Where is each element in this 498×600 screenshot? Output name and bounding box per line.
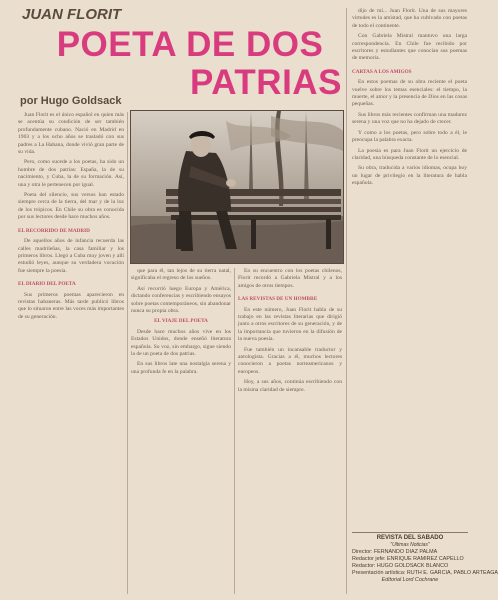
poet-on-bench-image <box>131 111 343 263</box>
masthead-credits <box>352 532 498 593</box>
paragraph: Hoy, a sus años, continúa escribiendo con la misma claridad de siempre. <box>238 379 342 393</box>
paragraph: Y como a los poetas, pero sobre todo a él, le preocupa la palabra exacta. <box>352 129 467 144</box>
paragraph: En su encuentro con los poetas chilenos, Florit recordó a Gabriela Mistral y a los amigos de otros tiempos. <box>238 268 342 289</box>
paragraph: Juan Florit es el único español en quien más se acentúa su condición de ser también profundamente cubano. Nació en Madrid en 1903 y a los ocho años se trasladó con sus padres a La Habana, donde vivió gran parte de su vida. <box>18 112 124 156</box>
masthead-title: REVISTA DEL SABADO <box>376 535 444 541</box>
poet-photo <box>130 110 344 264</box>
paragraph: Así recorrió luego Europa y América, dictando conferencias y escribiendo ensayos sobre poetas contemporáneos, sin abandonar nunca su propia obra. <box>131 285 231 315</box>
credit-line: Redactor: HUGO GOLDSACK BLANCO <box>352 563 449 569</box>
paragraph: Con Gabriela Mistral mantuvo una larga correspondencia. En Chile fue recibido por escritores y estudiantes que conocían sus poemas de memoria. <box>352 33 467 62</box>
column-divider <box>127 112 128 594</box>
paragraph: Poeta del silencio, sus versos han estado siempre cerca de la tierra, del mar y de la luz de los trópicos. En Chile su obra es conocida por sus lectores desde hace muchos años. <box>18 192 124 221</box>
paragraph: La poesía es para Juan Florit un ejercicio de claridad, una búsqueda constante de lo esencial. <box>352 147 467 161</box>
credit-line: Editorial Lord Cochrane <box>381 577 439 583</box>
credit-line: Presentación artística: RUTH E. GARCIA, PABLO ARTEAGA <box>352 570 498 576</box>
paragraph: Desde hace muchos años vive en los Estados Unidos, donde enseñó literatura española. Su voz, sin embargo, sigue siendo la de un poeta de dos patrias. <box>131 328 231 358</box>
paragraph: Pero, como sucede a los poetas, ha sido un hombre de dos patrias: España, la de su nacimiento, y Cuba, la de su formación. Así, una y otra le pertenecen por igual. <box>18 159 124 188</box>
paragraph: De aquellos años de infancia recuerda las calles madrileñas, la casa familiar y los primeros libros. Llegó a Cuba muy joven y allí estudió leyes, aunque su verdadera vocación fue siempre la poesía. <box>18 238 124 274</box>
column-divider <box>234 268 235 594</box>
article-column-2 <box>131 268 231 594</box>
section-subheading: LAS REVISTAS DE UN HOMBRE <box>238 296 318 303</box>
paragraph: que para él, tan lejos de su tierra natal, significaba el regreso de los sueños. <box>131 268 231 282</box>
paragraph: Fue también un incansable traductor y antologista. Gracias a él, muchos lectores conocieron a poetas norteamericanos y europeos. <box>238 346 342 375</box>
paragraph: En estos poemas de su obra reciente el poeta vuelve sobre los temas esenciales: el tiempo, la muerte, el amor y la presencia de Dios en las cosas pequeñas. <box>352 79 467 108</box>
section-subheading: EL VIAJE DEL POETA <box>154 318 208 325</box>
paragraph: Sus libros más recientes confirman una madurez serena y una voz que no ha dejado de crecer. <box>352 111 467 126</box>
title-line-2: PATRIAS <box>190 63 342 102</box>
credit-line: Redactor jefe: ENRIQUE RAMIREZ CAPELLO <box>352 556 464 562</box>
credit-line: Director: FERNANDO DIAZ PALMA <box>352 549 438 555</box>
article-column-1 <box>18 112 124 594</box>
article-title <box>40 26 340 102</box>
paragraph: En este número, Juan Florit habla de su trabajo en las revistas literarias que dirigió junto a otros escritores de su generación, y de la importancia que tuvieron en la difusión de la nueva poesía. <box>238 306 342 343</box>
paragraph: Sus primeros poemas aparecieron en revistas habaneras. Más tarde publicó libros que lo situaron entre las voces más importantes de su generación. <box>18 291 124 320</box>
paragraph: Su obra, traducida a varios idiomas, ocupa hoy un lugar de privilegio en la literatura de habla española. <box>352 165 467 187</box>
paragraph: dijo de mí... Juan Florit. Una de sus mayores virtudes es la amistad, que ha cultivado con poetas de todo el continente. <box>352 8 467 29</box>
article-kicker: JUAN FLORIT <box>22 6 122 23</box>
article-column-3 <box>238 268 342 594</box>
title-line-1: POETA DE DOS <box>56 25 324 64</box>
masthead-subtitle: "Ultimas Noticias" <box>390 542 430 548</box>
paragraph: En sus libros late una nostalgia serena y una profunda fe en la palabra. <box>131 361 231 375</box>
article-byline: por Hugo Goldsack <box>20 95 122 107</box>
article-column-4 <box>352 8 467 528</box>
section-subheading: EL RECORRIDO DE MADRID <box>18 227 90 234</box>
section-subheading: EL DIARIO DEL POETA <box>18 281 76 288</box>
column-divider <box>346 8 347 594</box>
section-subheading: CARTAS A LOS AMIGOS <box>352 68 412 75</box>
